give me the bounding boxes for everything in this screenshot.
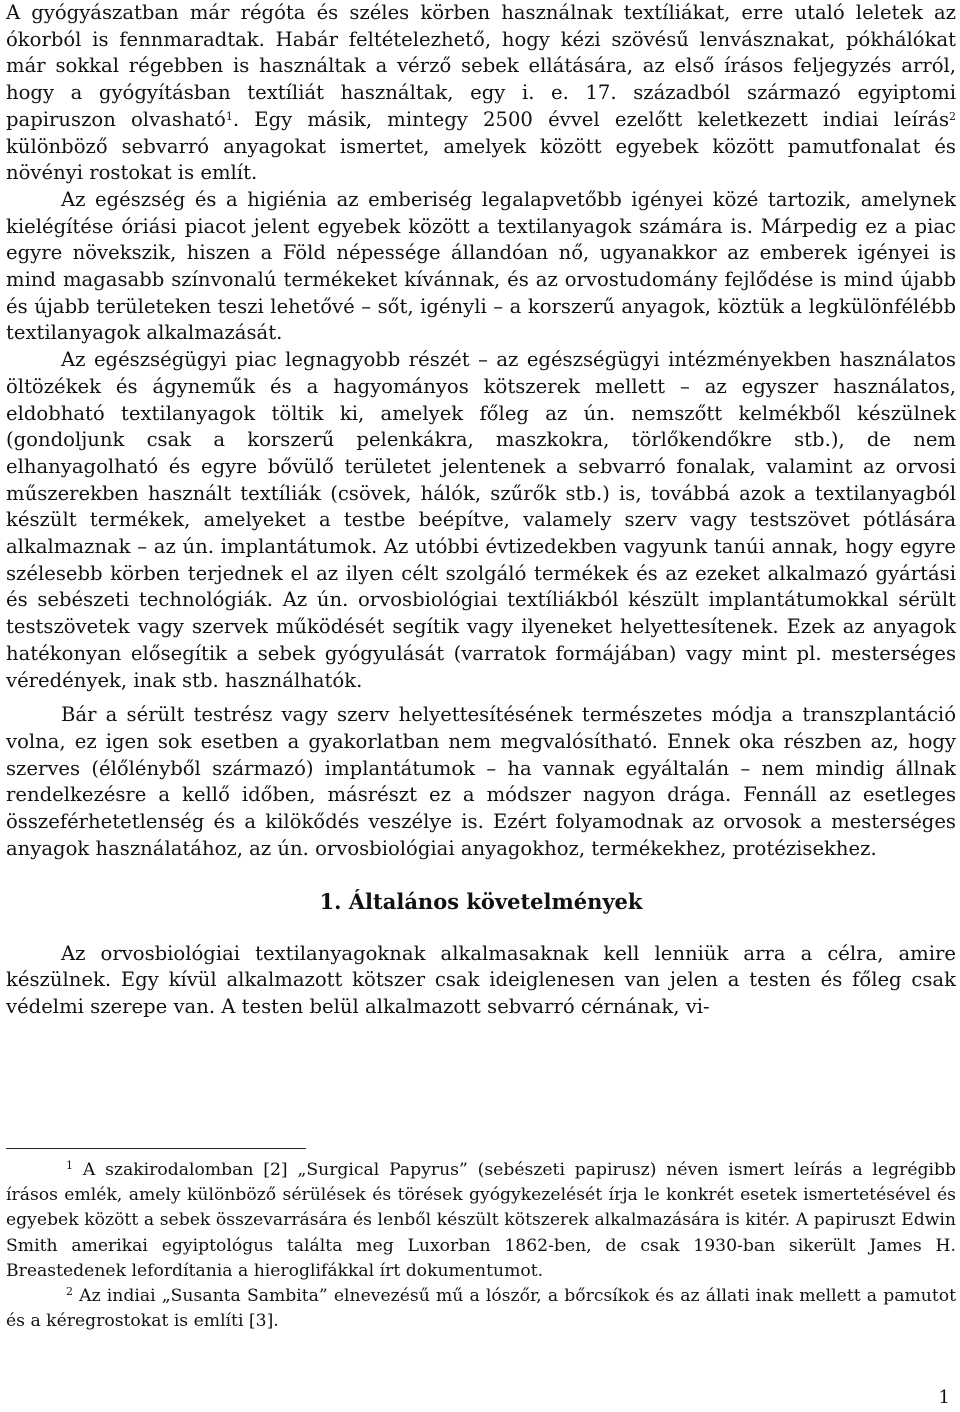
section-heading: 1. Általános követelmények [319,888,643,914]
footnote-2: $^2$ Az indiai „Susanta Sambita” elnevezésű mű a lószőr, a bőrcsíkok és az állati inak mellett a pamutot és a kéregrostokat is említi [3]. [6,1285,956,1332]
paragraph-intro-text-2: . Egy másik, mintegy 2500 évvel ezelőtt keletkezett indiai leírás [232,107,949,131]
page-number: 1 [938,1387,950,1408]
paragraph-requirements: Az orvosbiológiai textilanyagoknak alkalmasaknak kell lenniük arra a célra, amire készülnek. Egy kívül alkalmazott kötszer csak ideiglenesen van jelen a testen és főleg csak védelmi szerepe van. A testen belül alkalmazott sebvarró cérnának, vi- [6,941,956,1018]
paragraph-transplantation: Bár a sérült testrész vagy szerv helyettesítésének természetes módja a transzplantáció volna, ez igen sok esetben a gyakorlatban nem megvalósítható. Ennek oka részben az, hogy szerves (élőlényből származó) implantátumok – ha vannak egyáltalán – nem mindig állnak rendelkezésre a kellő időben, másrészt ez a módszer nagyon drága. Fennáll az esetleges összeférhetetlenség és a kilökődés veszélye is. Ezért folyamodnak az orvosok a mesterséges anyagok használatához, az ún. orvosbiológiai anyagokhoz, termékekhez, protézisekhez. [6,703,956,860]
paragraph-health-market: Az egészség és a higiénia az emberiség legalapvetőbb igényei közé tartozik, amelynek kielégítése óriási piacot jelent egyebek között a textilanyagok számára is. Márpedig ez a piac egyre növekszik, hiszen a Föld népessége állandóan nő, ugyanakkor az emberek igényei is mind magasabb színvonalú termékeket kívánnak, és az orvostudomány fejlődése is mind újabb és újabb területeken teszi lehetővé – sőt, igényli – a korszerű anyagok, köztük a legkülönfélébb textilanyagok alkalmazását. [6,187,956,345]
footnotes [6,1158,956,1334]
footnote-ref-2[interactable]: 2 [949,109,956,123]
paragraph-healthcare-market: Az egészségügyi piac legnagyobb részét – az egészségügyi intézményekben használatos öltözékek és ágyneműk és a hagyományos kötszerek mellett – az egyszer használatos, eldobható textilanyagok töltik ki, amelyek főleg az ún. nemszőtt kelmékből készülnek (gondoljunk csak a korszerű pelenkákra, maszkokra, törlőkendőkre stb.), de nem elhanyagolható és egyre bővülő területet jelentenek a sebvarró fonalak, valamint az orvosi műszerekben használt textíliák (csövek, hálók, szűrők stb.) is, továbbá azok a textilanyagból készült termékek, amelyeket a testbe beépítve, valamely szerv vagy testszövet pótlására alkalmaznak – az ún. implantátumok. Az utóbbi évtizedekben vagyunk tanúi annak, hogy egyre szélesebb körben terjednek el az ilyen célt szolgáló termékek és az ezeket alkalmazó gyártási és sebészeti technológiák. Az ún. orvosbiológiai textíliákból készült implantátumokkal sérült testszövetek vagy szervek működését segítik vagy ilyeneket helyettesítenek. Ezek az anyagok hatékonyan elősegítik a sebek gyógyulását (varratok formájában) vagy mint pl. mesterséges véredények, inak stb. használhatók. [6,348,956,692]
footnote-2-text: Az indiai „Susanta Sambita” elnevezésű mű a lószőr, a bőrcsíkok és az állati inak mellett a pamutot és a kéregrostokat is említi [3]. [6,1286,956,1332]
paragraph-intro [6,0,956,187]
footnote-1: $^1$ A szakirodalomban [2] „Surgical Papyrus” (sebészeti papirusz) néven ismert leírás a legrégibb írásos emlék, amely különböző sérülések és törések gyógykezelését írja le konkrét esetek ismertetésével és egyebek között a sebek összevarrására és lenből készült kötszerek alkalmazására is kitér. A papiruszt Edwin Smith amerikai egyiptológus találta meg Luxorban 1862-ben, de csak 1930-ban sikerült James H. Breastedenek lefordítania a hieroglifákkal írt dokumentumot. [6,1159,956,1281]
footnote-divider [6,1148,306,1149]
document-body [6,0,956,1021]
footnote-ref-1[interactable]: 1 [225,109,233,123]
paragraph-intro-text-1: A gyógyászatban már régóta és széles körben használnak textíliákat, erre utaló leletek az ókorból is fennmaradtak. Habár feltételezhető, hogy kézi szövésű lenvásznakat, pókhálókat már sokkal régebben is használtak a vérző sebek ellátására, az első írásos feljegyzés arról, hogy a gyógyításban textíliát használtak, egy i. e. 17. századból származó egyiptomi papiruszon olvasható [6,1,956,131]
paragraph-intro-text-3: különböző sebvarró anyagokat ismertet, amelyek között egyebek között pamutfonalat és növényi rostokat is említ. [6,134,956,185]
footnote-1-text: A szakirodalomban [2] „Surgical Papyrus” (sebészeti papirusz) néven ismert leírás a legrégibb írásos emlék, amely különböző sérülések és törések gyógykezelését írja le konkrét esetek ismertetésével és egyebek között a sebek összevarrására és lenből készült kötszerek alkalmazására is kitér. A papiruszt Edwin Smith amerikai egyiptológus találta meg Luxorban 1862-ben, de csak 1930-ban sikerült James H. Breastedenek lefordítania a hieroglifákkal írt dokumentumot. [6,1160,956,1281]
